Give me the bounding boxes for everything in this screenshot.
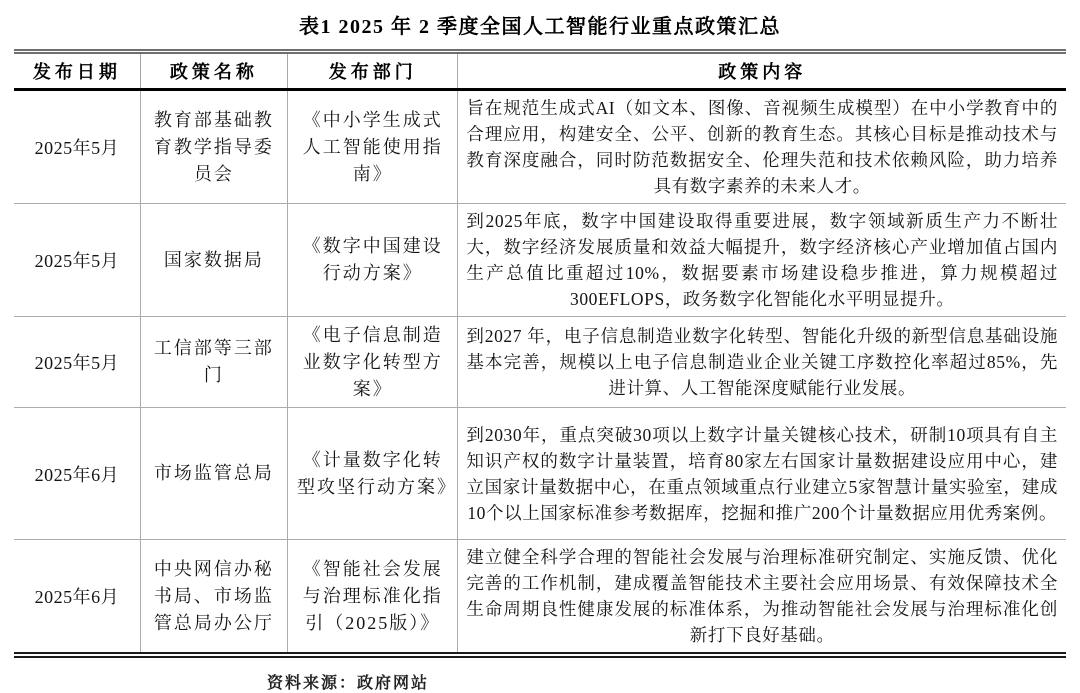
table-row: [14, 317, 1066, 408]
table-row: [14, 90, 1066, 204]
policy-table: [14, 49, 1066, 658]
cell-content: 到2030年，重点突破30项以上数字计量关键核心技术，研制10项具有自主知识产权的数字计量装置，培育80家左右国家计量数据建设应用中心，建立国家计量数据中心，在重点领域重点行业建立5家智慧计量实验室，建成10个以上国家标准参考数据库，挖掘和推广200个计量数据应用优秀案例。: [458, 408, 1066, 540]
cell-content: 到2027 年，电子信息制造业数字化转型、智能化升级的新型信息基础设施基本完善，规模以上电子信息制造业企业关键工序数控化率超过85%，先进计算、人工智能深度赋能行业发展。: [458, 317, 1066, 408]
table-row: [14, 204, 1066, 317]
cell-content: 到2025年底，数字中国建设取得重要进展，数字领域新质生产力不断壮大，数字经济发展质量和效益大幅提升，数字经济核心产业增加值占国内生产总值比重超过10%，数据要素市场建设稳步推进，算力规模超过300EFLOPS，政务数字化智能化水平明显提升。: [458, 204, 1066, 317]
cell-date: 2025年6月: [14, 408, 140, 540]
table-row: [14, 408, 1066, 540]
cell-date: 2025年5月: [14, 204, 140, 317]
cell-dept: 《数字中国建设行动方案》: [288, 204, 458, 317]
cell-date: 2025年5月: [14, 317, 140, 408]
cell-content: 建立健全科学合理的智能社会发展与治理标准研究制定、实施反馈、优化完善的工作机制，建成覆盖智能技术主要社会应用场景、有效保障技术全生命周期良性健康发展的标准体系，为推动智能社会发展与治理标准化创新打下良好基础。: [458, 540, 1066, 656]
cell-dept: 《中小学生成式人工智能使用指南》: [288, 90, 458, 204]
col-header-content: 政策内容: [458, 52, 1066, 90]
cell-name: 市场监管总局: [140, 408, 287, 540]
col-header-dept: 发布部门: [288, 52, 458, 90]
cell-dept: 《计量数字化转型攻坚行动方案》: [288, 408, 458, 540]
cell-date: 2025年6月: [14, 540, 140, 656]
col-header-date: 发布日期: [14, 52, 140, 90]
table-title: 表1 2025 年 2 季度全国人工智能行业重点政策汇总: [299, 16, 781, 38]
cell-dept: 《电子信息制造业数字化转型方案》: [288, 317, 458, 408]
cell-date: 2025年5月: [14, 90, 140, 204]
cell-dept: 《智能社会发展与治理标准化指引（2025版）》: [288, 540, 458, 656]
table-header-row: [14, 52, 1066, 90]
cell-name: 教育部基础教育教学指导委员会: [140, 90, 287, 204]
cell-content: 旨在规范生成式AI（如文本、图像、音视频生成模型）在中小学教育中的合理应用，构建安全、公平、创新的教育生态。其核心目标是推动技术与教育深度融合，同时防范数据安全、伦理失范和技术依赖风险，助力培养具有数字素养的未来人才。: [458, 90, 1066, 204]
cell-name: 中央网信办秘书局、市场监管总局办公厅: [140, 540, 287, 656]
col-header-name: 政策名称: [140, 52, 287, 90]
source-note: 资料来源：政府网站: [267, 675, 430, 692]
cell-name: 工信部等三部门: [140, 317, 287, 408]
cell-name: 国家数据局: [140, 204, 287, 317]
table-row: [14, 540, 1066, 656]
